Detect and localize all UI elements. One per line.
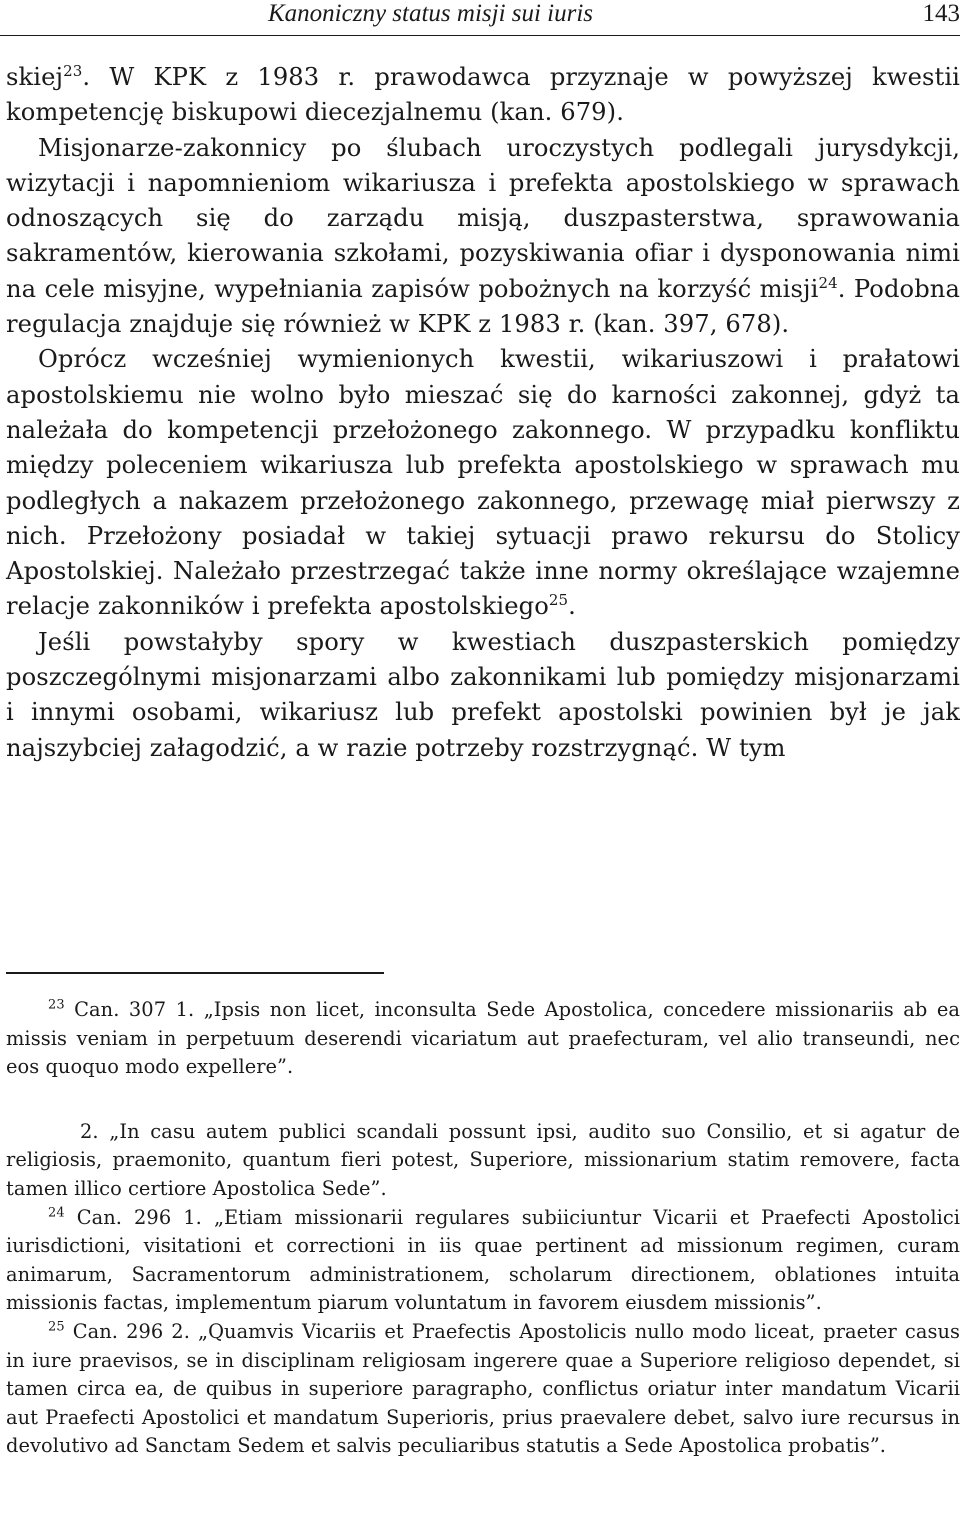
text-run: Misjonarze-zakonnicy po ślubach uroczystych podlegali jurysdykcji, wizytacji i napomnieniom wikariusza i prefekta apostolskiego w sprawach odnoszących się do zarządu misją, duszpasterstwa, sprawowania sakramentów, kierowania szkołami, pozyskiwania ofiar i dysponowania nimi na cele misyjne, wypełniania zapisów pobożnych na korzyść misji [6,133,960,303]
footnote-23 [6,996,960,1082]
text-run: . W KPK z 1983 r. prawodawca przyznaje w powyższej kwestii kompetencję biskupowi diecezjalnemu (kan. 679). [6,63,960,127]
footnote-ref-23: 23 [63,61,83,80]
footnote-text: Can. 307 1. „Ipsis non licet, inconsulta Sede Apostolica, concedere missionariis ab ea missis veniam in perpetuum deserendi vicariatum aut praefecturam, vel alio transeundi, nec eos quoquo modo expellere”. [6,998,960,1079]
footnote-number: 25 [48,1319,65,1335]
footnote-23-paragraph-2: 2. „In casu autem publici scandali possunt ipsi, audito suo Consilio, et si agatur de religiosis, praemonito, quantum fieri potest, Superiore, missionarium statim removere, facta tamen illico certiore Apostolica Sede”. [6,1119,960,1200]
text-run: Oprócz wcześniej wymienionych kwestii, wikariuszowi i prałatowi apostolskiemu nie wolno było mieszać się do karności zakonnej, gdyż ta należała do kompetencji przełożonego zakonnego. W przypadku konfliktu między poleceniem wikariusza lub prefekta apostolskiego w sprawach mu podległych a nakazem przełożonego zakonnego, przewagę miał pierwszy z nich. Przełożony posiadał w takiej sytuacji prawo rekursu do Stolicy Apostolskiej. Należało przestrzegać także inne normy określające wzajemne relacje zakonników i prefekta apostolskiego [6,345,960,621]
text-run: skiej [6,63,64,91]
footnote-24 [6,1204,960,1318]
main-text [6,60,960,766]
footnote-25 [6,1318,960,1461]
footnote-ref-24: 24 [818,273,838,292]
footnote-rule [6,972,384,974]
page-number: 143 [922,0,960,27]
running-header [0,0,960,34]
text-run: . [568,592,576,621]
footnotes [6,996,960,1461]
paragraph-2 [6,131,960,343]
footnote-number: 23 [48,997,65,1013]
footnote-text: Can. 296 2. „Quamvis Vicariis et Praefectis Apostolicis nullo modo liceat, praeter casus in iure praevisos, se in disciplinam religiosam ingerere quae a Superiore religioso dependet, si tamen circa ea, de quibus in superiore paragrapho, conflictus oriatur inter mandatum Vicarii aut Praefecti Apostolici et mandatum Superioris, prius praevalere debet, salvo iure recursus in devolutivo ad Sanctam Sedem et salvis peculiaribus statutis a Sede Apostolica probatis”. [6,1319,960,1458]
footnote-ref-25: 25 [548,591,569,610]
running-title: Kanoniczny status misji sui iuris [268,0,594,27]
footnote-text: Can. 296 1. „Etiam missionarii regulares subiiciuntur Vicarii et Praefecti Apostolici iurisdictioni, visitationi et correctioni in iis quae pertinent ad missionum regimen, curam animarum, Sacramentorum administrationem, scholarum directionem, oblationes intuita missionis factas, implementum piarum voluntatum in favorem eiusdem missionis”. [6,1205,960,1315]
paragraph-1 [6,60,960,131]
header-rule [0,35,960,36]
text-run: . Podobna regulacja znajduje się również w KPK z 1983 r. (kan. 397, 678). [6,274,960,339]
paragraph-3 [6,342,960,624]
footnote-number: 24 [48,1205,65,1221]
paragraph-4: Jeśli powstałyby spory w kwestiach duszpasterskich pomiędzy poszczególnymi misjonarzami albo zakonnikami lub pomiędzy misjonarzami i innymi osobami, wikariusz lub prefekt apostolski powinien był je jak najszybciej załagodzić, a w razie potrzeby rozstrzygnąć. W tym [6,627,960,762]
